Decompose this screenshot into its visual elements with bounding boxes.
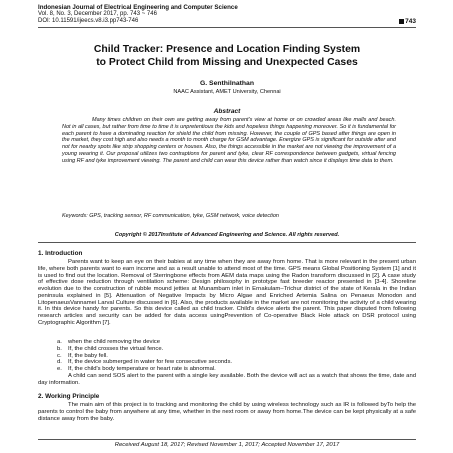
list-item: e. If, the child's body temperature or heart rate is abnormal.: [57, 366, 216, 372]
abstract-heading: Abstract: [213, 108, 241, 115]
author-name: G. Senthilnathan: [199, 80, 254, 87]
page-number-text: 743: [405, 18, 416, 25]
working-principle-text: The main aim of this project is to tracking and monitoring the child by using wireless technology such as IR is followed byTo help the parents to control the baby from anywhere at any time, whether in the next room or away from home.The device can be kept physically at a safe distance away from the baby.: [38, 402, 416, 422]
footer-rule: [38, 439, 416, 440]
doi-line: DOI: 10.11591/ijeecs.v8.i3.pp743-746: [38, 18, 139, 25]
list-item: a. when the child removing the device: [57, 339, 161, 345]
copyright-notice: Copyright © 2017Institute of Advanced Engineering and Science. All rights reserved.: [114, 232, 340, 238]
header-rule: [38, 27, 416, 28]
section-heading-working-principle: 2. Working Principle: [38, 393, 100, 400]
list-item: d. If, the device submerged in water for few consecutive seconds.: [57, 359, 233, 366]
section-heading-introduction: 1. Introduction: [38, 250, 83, 257]
journal-name: Indonesian Journal of Electrical Engineering and Computer Science: [38, 4, 238, 11]
introduction-closing-text: A child can send SOS alert to the parent with a single key available. Both the device will act as a watch that shows the time, date and day information.: [38, 373, 416, 386]
list-item: c. If, the baby fell.: [57, 352, 108, 359]
copyright-rule: [38, 242, 416, 243]
journal-header: [38, 4, 418, 25]
keywords: Keywords: GPS, tracking sensor, RF communication, tyke, GSM network, voice detection: [62, 213, 279, 219]
square-icon: [399, 19, 404, 24]
introduction-text: Parents want to keep an eye on their babies at any time when they are away from home. That is more relevant in the present urban life, where both parents want to earn income and as a result unable to attend most of the time. GPS means Global Positioning System [1] and it is used to find out the location. Removal of Sterringbone effects from AEM data maps using the Radon transform discussed in [2]. A case study of effective dose reduction through ventilation scheme: Design philosophy in prototype fast breeder reactor presented in [3-4]. Shoreline evolution due to the construction of rubble mound jetties at Munambam inlet in Ernakulam–Trichur district of the state of Kerala in the Indian peninsula explained in [5]. Attenuation of Negative Impacts by Micro Algae and Enriched Artemia Salina on Penaeus Monodon and LitopenaeusVannamei Larval Culture discussed in [6]. Also, the products available in the market are not monitoring the activity of a child wearing it. In this device handy for parents. So this device called as child tracker. Child's device alerts the parent. This paper disputed from following research articles and security can be added for data access usingPrevention of Co-operative Black Hole attack on DSR protocol using Cryptographic Algorithm [7].: [38, 259, 416, 326]
title-line-1: Child Tracker: Presence and Location Finding System: [93, 44, 361, 55]
title-line-2: to Protect Child from Missing and Unexpected Cases: [96, 56, 358, 68]
page-number: [399, 18, 416, 25]
affiliation: NAAC Assistant, AMET University, Chennai: [173, 89, 281, 95]
volume-line: Vol. 8, No. 3, December 2017, pp. 743 ~ 746: [38, 11, 157, 18]
paper-title: [38, 44, 416, 69]
intro-list: [38, 339, 416, 373]
list-item: b. If, the child crosses the virtual fence.: [57, 345, 164, 352]
received-dates: Received August 18, 2017; Revised November 1, 2017; Accepted November 17, 2017: [114, 442, 340, 448]
abstract-text: Many times children on their own are getting away from parent's view at home or on crowded areas like malls and beach. Not in all cases, but rather from time to time it is unpretentious the kids and hopeless things happening moreover. So it is fundamental for each parent to have a dominating reaction for shield the child from missing. However, the couple of GPS based after things are open in the market, they cost high and also needs a month to month charge for GSM advantage. Energize GPS is significant for outside after and not for nearby spots like strip shopping centers or houses. Also, the things accessible in the market are not viewing the improvement of a young wearing it. Our proposal utilizes two contraptions for parent and tyke, clear RF correspondence between gadgets, virtual fencing using RF and tyke improvement viewing. The parent and child can wear this device rather than watch since it displays time data to them.: [62, 117, 396, 164]
